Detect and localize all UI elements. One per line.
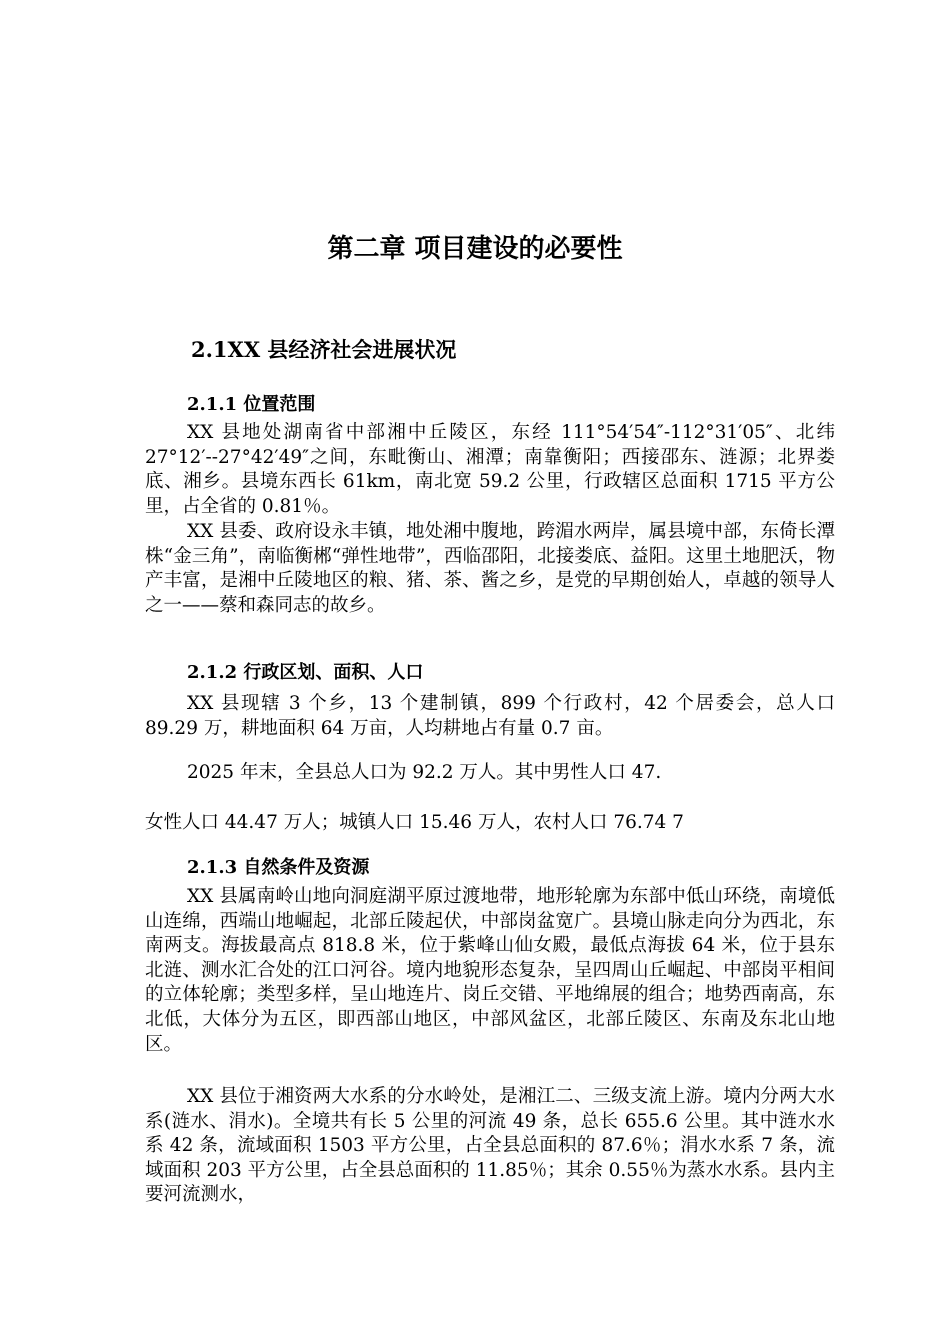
subsection-title-2-1-2: 2.1.2 行政区划、面积、人口	[187, 662, 424, 683]
paragraph-location: XX 县地处湖南省中部湘中丘陵区，东经 111°54′54″-112°31′05″、北纬 27°12′--27°42′49″之间，东毗衡山、湘潭；南靠衡阳；西接邵东、涟源；北界娄底、湘乡。县境东西长 61km，南北宽 59.2 公里，行政辖区总面积 1715 平方公里，占全省的 0.81％。	[145, 422, 835, 517]
section-title-2-1: 2.1XX 县经济社会进展状况	[191, 337, 457, 362]
paragraph-administration: XX 县现辖 3 个乡，13 个建制镇，899 个行政村，42 个居委会，总人口 89.29 万，耕地面积 64 万亩，人均耕地占有量 0.7 亩。	[145, 693, 835, 739]
paragraph-water-system: XX 县位于湘资两大水系的分水岭处，是湘江二、三级支流上游。境内分两大水系(涟水、涓水)。全境共有长 5 公里的河流 49 条，总长 655.6 公里。其中涟水水系 42 条，流域面积 1503 平方公里，占全县总面积的 87.6％；涓水水系 7 条，流域面积 203 平方公里，占全县总面积的 11.85％；其余 0.55％为蒸水水系。县内主要河流测水，	[145, 1086, 835, 1206]
subsection-title-2-1-3: 2.1.3 自然条件及资源	[187, 857, 370, 878]
subsection-title-2-1-1: 2.1.1 位置范围	[187, 394, 316, 415]
paragraph-terrain: XX 县属南岭山地向洞庭湖平原过渡地带，地形轮廓为东部中低山环绕，南境低山连绵，西端山地崛起，北部丘陵起伏，中部岗盆宽广。县境山脉走向分为西北，东南两支。海拔最高点 818.8 米，位于紫峰山仙女殿，最低点海拔 64 米，位于县东北涟、测水汇合处的江口河谷。境内地貌形态复杂，呈四周山丘崛起、中部岗平相间的立体轮廓；类型多样，呈山地连片、岗丘交错、平地绵展的组合；地势西南高，东北低，大体分为五区，即西部山地区，中部风盆区，北部丘陵区、东南及东北山地区。	[145, 886, 835, 1055]
chapter-title: 第二章 项目建设的必要性	[327, 234, 623, 264]
population-line-2: 女性人口 44.47 万人；城镇人口 15.46 万人，农村人口 76.74 7	[145, 812, 684, 833]
population-line-1: 2025 年末，全县总人口为 92.2 万人。其中男性人口 47.	[187, 762, 662, 783]
paragraph-county-seat: XX 县委、政府设永丰镇，地处湘中腹地，跨湄水两岸，属县境中部，东倚长潭株“金三角”，南临衡郴“弹性地带”，西临邵阳，北接娄底、益阳。这里土地肥沃，物产丰富，是湘中丘陵地区的粮、猪、茶、酱之乡，是党的早期创始人，卓越的领导人之一——蔡和森同志的故乡。	[145, 521, 835, 616]
